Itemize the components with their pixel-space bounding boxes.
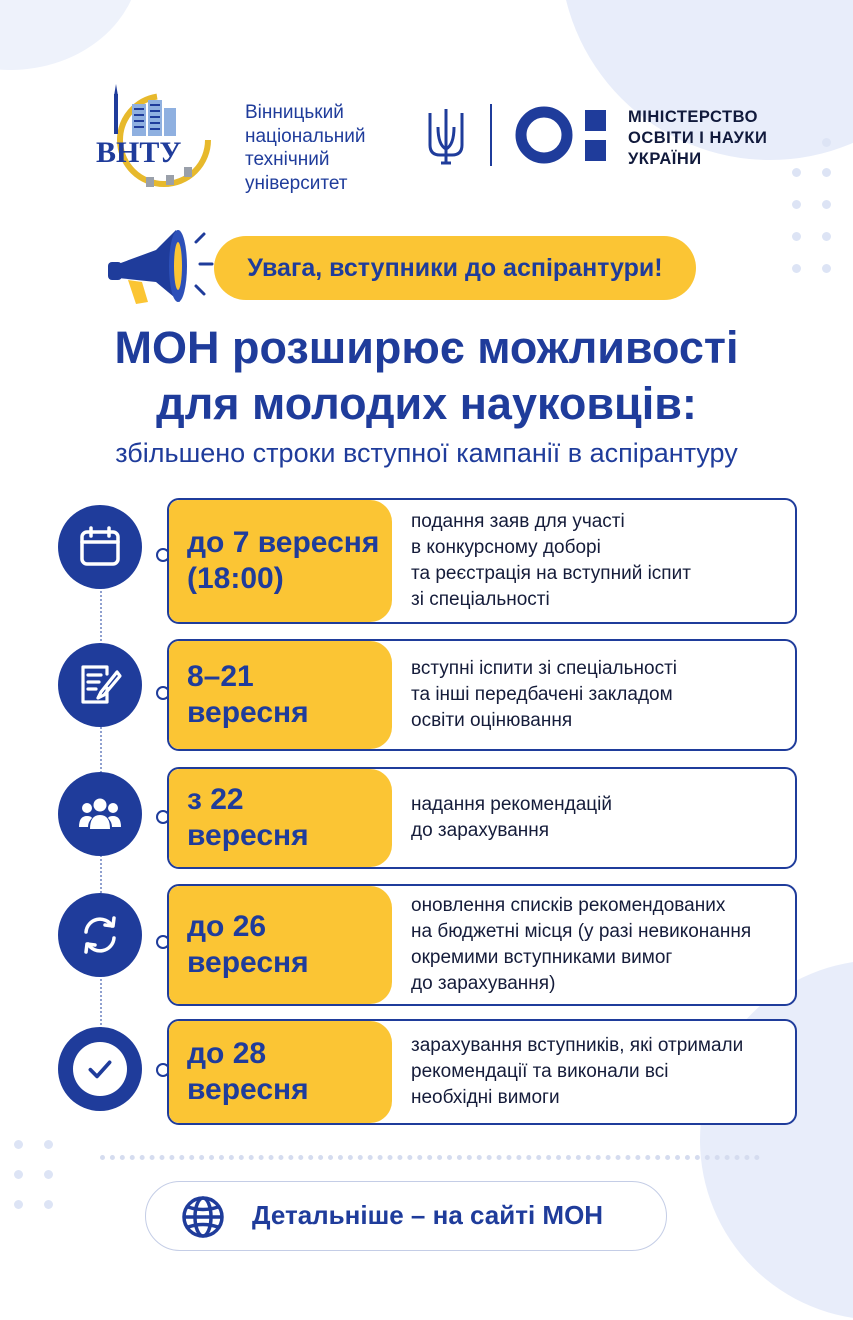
vntu-name-line: національний (245, 125, 366, 147)
dotted-separator (100, 1155, 760, 1160)
timeline-card (167, 498, 797, 624)
date-line: 8–21 (187, 660, 254, 693)
description-line: вступні іспити зі спеціальності (411, 658, 677, 679)
page-subtitle: збільшено строки вступної кампанії в аспірантуру (115, 438, 738, 468)
mon-name-line: УКРАЇНИ (628, 150, 702, 168)
description-line: рекомендації та виконали всі (411, 1061, 669, 1082)
timeline-card (167, 639, 797, 751)
mon-logo-icon (513, 104, 613, 166)
date-line: вересня (187, 1073, 309, 1106)
vntu-name-line: університет (245, 172, 348, 194)
description-line: окремими вступниками вимог (411, 947, 673, 968)
description-line: в конкурсному доборі (411, 537, 601, 558)
calendar-icon (77, 524, 123, 570)
date-line: вересня (187, 946, 309, 979)
megaphone-icon (100, 222, 225, 320)
vntu-name-line: Вінницький (245, 102, 344, 123)
timeline-date (169, 500, 392, 622)
refresh-icon (77, 912, 123, 958)
document-edit-icon (77, 662, 123, 708)
background-blob-bottom-right (700, 960, 853, 1320)
timeline-date (169, 769, 392, 867)
vntu-logo (92, 82, 217, 194)
timeline-date (169, 641, 392, 749)
description-line: освіти оцінювання (411, 710, 573, 731)
date-line: до 28 (187, 1037, 267, 1070)
description-line: до зарахування) (411, 973, 556, 994)
timeline-card (167, 767, 797, 869)
vntu-name-line: технічний (245, 149, 330, 170)
description-line: оновлення списків рекомендованих (411, 895, 726, 916)
vntu-logo-text: ВНТУ (96, 136, 182, 169)
mon-name-line: МІНІСТЕРСТВО (628, 108, 758, 126)
description-line: до зарахування (411, 820, 550, 841)
trident-icon (424, 105, 468, 167)
date-line: (18:00) (187, 562, 284, 595)
timeline-date (169, 1021, 392, 1123)
timeline-description (411, 769, 787, 867)
timeline-icon-circle (58, 643, 142, 727)
attention-banner: Увага, вступники до аспірантури! (214, 236, 696, 300)
date-line: вересня (187, 696, 309, 729)
timeline-icon-circle (58, 505, 142, 589)
globe-icon (180, 1194, 226, 1240)
description-line: та інші передбачені закладом (411, 684, 673, 705)
more-info-link[interactable] (145, 1181, 667, 1251)
checkmark-icon (83, 1052, 117, 1086)
vntu-name (245, 101, 366, 195)
users-group-icon (77, 791, 123, 837)
checkmark-badge (73, 1042, 127, 1096)
mon-name (628, 107, 767, 170)
date-line: до 7 вересня (187, 526, 380, 559)
description-line: на бюджетні місця (у разі невиконання (411, 921, 752, 942)
timeline-icon-circle (58, 893, 142, 977)
mon-name-line: ОСВІТИ І НАУКИ (628, 129, 768, 147)
timeline-icon-circle (58, 772, 142, 856)
date-line: з 22 (187, 783, 244, 816)
description-line: подання заяв для участі (411, 511, 625, 532)
description-line: та реєстрація на вступний іспит (411, 563, 691, 584)
timeline-description (411, 1021, 787, 1123)
timeline-icon-circle (58, 1027, 142, 1111)
timeline-card (167, 1019, 797, 1125)
description-line: зарахування вступників, які отримали (411, 1035, 744, 1056)
date-line: до 26 (187, 910, 267, 943)
more-info-text: Детальніше – на сайті МОН (252, 1200, 604, 1230)
description-line: надання рекомендацій (411, 794, 612, 815)
timeline-description (411, 641, 787, 749)
page-title: МОН розширює можливості (114, 322, 739, 373)
timeline-card (167, 884, 797, 1006)
page-title-line2: для молодих науковців: (156, 378, 697, 429)
logo-divider (490, 104, 492, 166)
timeline-description (411, 500, 787, 622)
timeline-date (169, 886, 392, 1004)
timeline-description (411, 886, 787, 1004)
date-line: вересня (187, 819, 309, 852)
description-line: зі спеціальності (411, 589, 550, 610)
header (0, 0, 853, 220)
description-line: необхідні вимоги (411, 1087, 560, 1108)
